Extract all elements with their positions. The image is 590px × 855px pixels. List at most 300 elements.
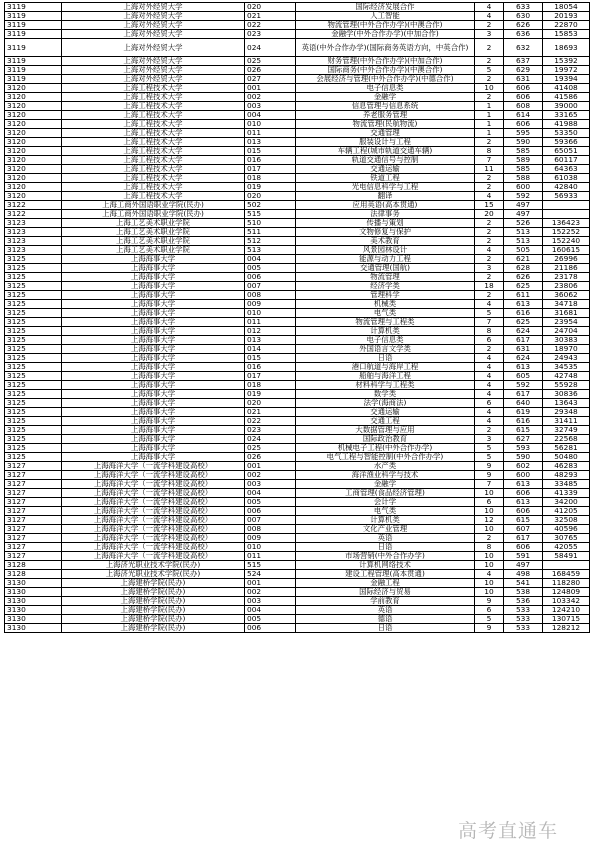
school-code-cell: 3130 bbox=[5, 579, 62, 588]
school-code-cell: 3125 bbox=[5, 444, 62, 453]
major-code-cell: 005 bbox=[245, 615, 296, 624]
school-name-cell: 上海对外经贸大学 bbox=[62, 3, 245, 12]
major-name-cell: 车辆工程(城市轨道交通车辆) bbox=[296, 147, 475, 156]
major-name-cell: 法学(海商法) bbox=[296, 399, 475, 408]
major-name-cell: 大数据管理与应用 bbox=[296, 426, 475, 435]
school-name-cell: 上海工程技术大学 bbox=[62, 93, 245, 102]
min-score-cell: 600 bbox=[504, 471, 543, 480]
school-code-cell: 3125 bbox=[5, 435, 62, 444]
table-row bbox=[5, 552, 590, 561]
table-row bbox=[5, 597, 590, 606]
rank-cell: 50480 bbox=[543, 453, 590, 462]
plan-count-cell: 4 bbox=[475, 570, 504, 579]
rank-cell: 128212 bbox=[543, 624, 590, 633]
school-name-cell: 上海建桥学院(民办) bbox=[62, 597, 245, 606]
plan-count-cell: 4 bbox=[475, 300, 504, 309]
min-score-cell: 619 bbox=[504, 408, 543, 417]
school-name-cell: 上海海事大学 bbox=[62, 309, 245, 318]
school-name-cell: 上海海事大学 bbox=[62, 435, 245, 444]
school-name-cell: 上海海事大学 bbox=[62, 327, 245, 336]
school-name-cell: 上海工程技术大学 bbox=[62, 183, 245, 192]
major-code-cell: 015 bbox=[245, 147, 296, 156]
rank-cell: 41988 bbox=[543, 120, 590, 129]
min-score-cell: 590 bbox=[504, 453, 543, 462]
min-score-cell: 624 bbox=[504, 327, 543, 336]
plan-count-cell: 10 bbox=[475, 588, 504, 597]
plan-count-cell: 6 bbox=[475, 336, 504, 345]
plan-count-cell: 2 bbox=[475, 291, 504, 300]
plan-count-cell: 2 bbox=[475, 183, 504, 192]
major-name-cell: 外国语言文学类 bbox=[296, 345, 475, 354]
min-score-cell: 621 bbox=[504, 255, 543, 264]
table-row bbox=[5, 543, 590, 552]
major-name-cell: 信息管理与信息系统 bbox=[296, 102, 475, 111]
rank-cell: 118280 bbox=[543, 579, 590, 588]
major-name-cell: 物流管理与工程类 bbox=[296, 318, 475, 327]
min-score-cell: 626 bbox=[504, 273, 543, 282]
major-code-cell: 010 bbox=[245, 309, 296, 318]
rank-cell: 61038 bbox=[543, 174, 590, 183]
table-row bbox=[5, 615, 590, 624]
major-name-cell: 机械电子工程(中外合作办学) bbox=[296, 444, 475, 453]
min-score-cell: 592 bbox=[504, 381, 543, 390]
rank-cell: 21186 bbox=[543, 264, 590, 273]
min-score-cell: 513 bbox=[504, 237, 543, 246]
major-code-cell: 004 bbox=[245, 255, 296, 264]
rank-cell: 136423 bbox=[543, 219, 590, 228]
plan-count-cell: 4 bbox=[475, 408, 504, 417]
rank-cell: 18693 bbox=[543, 39, 590, 57]
plan-count-cell: 2 bbox=[475, 228, 504, 237]
school-name-cell: 上海海事大学 bbox=[62, 381, 245, 390]
school-code-cell: 3125 bbox=[5, 345, 62, 354]
major-name-cell: 传播与策划 bbox=[296, 219, 475, 228]
table-row bbox=[5, 102, 590, 111]
school-code-cell: 3125 bbox=[5, 372, 62, 381]
min-score-cell: 497 bbox=[504, 561, 543, 570]
major-name-cell: 水产类 bbox=[296, 462, 475, 471]
school-name-cell: 上海对外经贸大学 bbox=[62, 30, 245, 39]
school-code-cell: 3119 bbox=[5, 3, 62, 12]
min-score-cell: 631 bbox=[504, 75, 543, 84]
min-score-cell: 613 bbox=[504, 498, 543, 507]
plan-count-cell: 10 bbox=[475, 579, 504, 588]
major-code-cell: 023 bbox=[245, 426, 296, 435]
major-code-cell: 003 bbox=[245, 480, 296, 489]
rank-cell: 15853 bbox=[543, 30, 590, 39]
major-code-cell: 016 bbox=[245, 363, 296, 372]
school-code-cell: 3128 bbox=[5, 570, 62, 579]
table-row bbox=[5, 345, 590, 354]
min-score-cell: 606 bbox=[504, 507, 543, 516]
major-name-cell: 英语 bbox=[296, 606, 475, 615]
major-name-cell: 铁道工程 bbox=[296, 174, 475, 183]
rank-cell: 19972 bbox=[543, 66, 590, 75]
school-code-cell: 3125 bbox=[5, 453, 62, 462]
major-code-cell: 006 bbox=[245, 507, 296, 516]
rank-cell: 36062 bbox=[543, 291, 590, 300]
major-name-cell: 金融学(中外合作办学)(中加合作) bbox=[296, 30, 475, 39]
watermark: 高考直通车 bbox=[457, 820, 558, 842]
min-score-cell: 541 bbox=[504, 579, 543, 588]
school-code-cell: 3125 bbox=[5, 264, 62, 273]
rank-cell: 41408 bbox=[543, 84, 590, 93]
table-row bbox=[5, 318, 590, 327]
school-code-cell: 3125 bbox=[5, 318, 62, 327]
school-code-cell: 3125 bbox=[5, 390, 62, 399]
school-name-cell: 上海对外经贸大学 bbox=[62, 57, 245, 66]
table-row bbox=[5, 84, 590, 93]
rank-cell: 168459 bbox=[543, 570, 590, 579]
major-code-cell: 019 bbox=[245, 390, 296, 399]
major-code-cell: 005 bbox=[245, 498, 296, 507]
major-name-cell: 计算机类 bbox=[296, 516, 475, 525]
table-row bbox=[5, 480, 590, 489]
rank-cell: 152240 bbox=[543, 237, 590, 246]
table-row bbox=[5, 570, 590, 579]
table-row bbox=[5, 228, 590, 237]
school-name-cell: 上海工艺美术职业学院 bbox=[62, 246, 245, 255]
school-name-cell: 上海建桥学院(民办) bbox=[62, 579, 245, 588]
major-code-cell: 004 bbox=[245, 606, 296, 615]
table-row bbox=[5, 21, 590, 30]
plan-count-cell: 5 bbox=[475, 453, 504, 462]
major-name-cell: 人工智能 bbox=[296, 12, 475, 21]
major-code-cell: 011 bbox=[245, 552, 296, 561]
min-score-cell: 613 bbox=[504, 480, 543, 489]
major-code-cell: 005 bbox=[245, 264, 296, 273]
min-score-cell: 605 bbox=[504, 372, 543, 381]
min-score-cell: 615 bbox=[504, 426, 543, 435]
school-name-cell: 上海海洋大学（一流学科建设高校） bbox=[62, 462, 245, 471]
min-score-cell: 588 bbox=[504, 174, 543, 183]
rank-cell: 130715 bbox=[543, 615, 590, 624]
plan-count-cell: 9 bbox=[475, 471, 504, 480]
table-row bbox=[5, 147, 590, 156]
school-name-cell: 上海工程技术大学 bbox=[62, 120, 245, 129]
plan-count-cell: 10 bbox=[475, 489, 504, 498]
major-name-cell: 能源与动力工程 bbox=[296, 255, 475, 264]
major-name-cell: 市场营销(中外合作办学) bbox=[296, 552, 475, 561]
table-row bbox=[5, 381, 590, 390]
major-name-cell: 计算机网络技术 bbox=[296, 561, 475, 570]
plan-count-cell: 4 bbox=[475, 390, 504, 399]
school-code-cell: 3123 bbox=[5, 228, 62, 237]
rank-cell: 32508 bbox=[543, 516, 590, 525]
rank-cell: 30383 bbox=[543, 336, 590, 345]
rank-cell: 42055 bbox=[543, 543, 590, 552]
school-name-cell: 上海海事大学 bbox=[62, 444, 245, 453]
school-name-cell: 上海工程技术大学 bbox=[62, 84, 245, 93]
school-code-cell: 3127 bbox=[5, 462, 62, 471]
rank-cell: 48293 bbox=[543, 471, 590, 480]
school-code-cell: 3119 bbox=[5, 66, 62, 75]
table-row bbox=[5, 57, 590, 66]
min-score-cell: 595 bbox=[504, 129, 543, 138]
table-row bbox=[5, 489, 590, 498]
min-score-cell: 629 bbox=[504, 66, 543, 75]
major-name-cell: 法律事务 bbox=[296, 210, 475, 219]
school-code-cell: 3125 bbox=[5, 408, 62, 417]
major-name-cell: 日语 bbox=[296, 354, 475, 363]
major-code-cell: 007 bbox=[245, 282, 296, 291]
plan-count-cell: 5 bbox=[475, 444, 504, 453]
table-row bbox=[5, 372, 590, 381]
table-row bbox=[5, 426, 590, 435]
min-score-cell: 617 bbox=[504, 336, 543, 345]
plan-count-cell: 4 bbox=[475, 3, 504, 12]
major-code-cell: 002 bbox=[245, 471, 296, 480]
min-score-cell: 533 bbox=[504, 615, 543, 624]
plan-count-cell: 2 bbox=[475, 57, 504, 66]
plan-count-cell: 2 bbox=[475, 138, 504, 147]
school-name-cell: 上海海洋大学（一流学科建设高校） bbox=[62, 525, 245, 534]
major-name-cell: 物流管理 bbox=[296, 273, 475, 282]
plan-count-cell: 2 bbox=[475, 237, 504, 246]
major-name-cell: 海洋渔业科学与技术 bbox=[296, 471, 475, 480]
major-code-cell: 003 bbox=[245, 597, 296, 606]
admission-score-table bbox=[4, 2, 590, 633]
major-code-cell: 008 bbox=[245, 525, 296, 534]
major-code-cell: 009 bbox=[245, 534, 296, 543]
plan-count-cell: 8 bbox=[475, 543, 504, 552]
major-code-cell: 023 bbox=[245, 30, 296, 39]
table-row bbox=[5, 264, 590, 273]
rank-cell: 23954 bbox=[543, 318, 590, 327]
rank-cell: 24704 bbox=[543, 327, 590, 336]
min-score-cell: 627 bbox=[504, 435, 543, 444]
rank-cell: 39000 bbox=[543, 102, 590, 111]
school-code-cell: 3122 bbox=[5, 210, 62, 219]
school-name-cell: 上海建桥学院(民办) bbox=[62, 588, 245, 597]
table-row bbox=[5, 39, 590, 57]
table-row bbox=[5, 183, 590, 192]
rank-cell: 124809 bbox=[543, 588, 590, 597]
plan-count-cell: 2 bbox=[475, 21, 504, 30]
min-score-cell: 611 bbox=[504, 291, 543, 300]
school-name-cell: 上海工艺美术职业学院 bbox=[62, 228, 245, 237]
rank-cell: 53350 bbox=[543, 129, 590, 138]
school-code-cell: 3128 bbox=[5, 561, 62, 570]
min-score-cell: 613 bbox=[504, 300, 543, 309]
school-code-cell: 3127 bbox=[5, 525, 62, 534]
school-code-cell: 3130 bbox=[5, 624, 62, 633]
rank-cell: 13643 bbox=[543, 399, 590, 408]
min-score-cell: 615 bbox=[504, 516, 543, 525]
major-name-cell: 港口航道与海岸工程 bbox=[296, 363, 475, 372]
min-score-cell: 633 bbox=[504, 3, 543, 12]
school-code-cell: 3120 bbox=[5, 183, 62, 192]
major-code-cell: 006 bbox=[245, 273, 296, 282]
rank-cell: 31681 bbox=[543, 309, 590, 318]
table-row bbox=[5, 156, 590, 165]
min-score-cell: 602 bbox=[504, 462, 543, 471]
school-name-cell: 上海工艺美术职业学院 bbox=[62, 219, 245, 228]
school-code-cell: 3125 bbox=[5, 417, 62, 426]
school-code-cell: 3120 bbox=[5, 120, 62, 129]
table-row bbox=[5, 444, 590, 453]
school-name-cell: 上海海洋大学（一流学科建设高校） bbox=[62, 498, 245, 507]
school-code-cell: 3130 bbox=[5, 588, 62, 597]
table-row bbox=[5, 129, 590, 138]
major-code-cell: 001 bbox=[245, 84, 296, 93]
school-code-cell: 3123 bbox=[5, 246, 62, 255]
table-row bbox=[5, 399, 590, 408]
major-name-cell: 文物修复与保护 bbox=[296, 228, 475, 237]
min-score-cell: 591 bbox=[504, 552, 543, 561]
rank-cell: 30765 bbox=[543, 534, 590, 543]
table-row bbox=[5, 516, 590, 525]
table-row bbox=[5, 282, 590, 291]
plan-count-cell: 10 bbox=[475, 507, 504, 516]
plan-count-cell: 10 bbox=[475, 525, 504, 534]
major-name-cell: 经济学类 bbox=[296, 282, 475, 291]
major-name-cell: 船舶与海洋工程 bbox=[296, 372, 475, 381]
table-row bbox=[5, 174, 590, 183]
school-name-cell: 上海济光职业技术学院(民办) bbox=[62, 570, 245, 579]
table-row bbox=[5, 75, 590, 84]
rank-cell: 18970 bbox=[543, 345, 590, 354]
school-name-cell: 上海海洋大学（一流学科建设高校） bbox=[62, 534, 245, 543]
school-code-cell: 3127 bbox=[5, 552, 62, 561]
min-score-cell: 625 bbox=[504, 282, 543, 291]
major-code-cell: 026 bbox=[245, 453, 296, 462]
table-row bbox=[5, 471, 590, 480]
rank-cell: 15392 bbox=[543, 57, 590, 66]
school-name-cell: 上海海事大学 bbox=[62, 390, 245, 399]
school-name-cell: 上海海事大学 bbox=[62, 372, 245, 381]
school-code-cell: 3127 bbox=[5, 471, 62, 480]
major-name-cell: 电气类 bbox=[296, 309, 475, 318]
min-score-cell: 606 bbox=[504, 84, 543, 93]
major-code-cell: 511 bbox=[245, 228, 296, 237]
table-row bbox=[5, 3, 590, 12]
rank-cell: 19394 bbox=[543, 75, 590, 84]
major-code-cell: 017 bbox=[245, 372, 296, 381]
school-code-cell: 3125 bbox=[5, 282, 62, 291]
min-score-cell: 614 bbox=[504, 111, 543, 120]
plan-count-cell: 2 bbox=[475, 39, 504, 57]
table-row bbox=[5, 138, 590, 147]
table-row bbox=[5, 435, 590, 444]
plan-count-cell: 2 bbox=[475, 174, 504, 183]
school-name-cell: 上海对外经贸大学 bbox=[62, 66, 245, 75]
table-row bbox=[5, 246, 590, 255]
table-row bbox=[5, 309, 590, 318]
major-name-cell: 工商管理(食品经济管理) bbox=[296, 489, 475, 498]
plan-count-cell: 18 bbox=[475, 282, 504, 291]
table-row bbox=[5, 192, 590, 201]
school-code-cell: 3120 bbox=[5, 165, 62, 174]
school-name-cell: 上海海事大学 bbox=[62, 255, 245, 264]
school-name-cell: 上海海洋大学（一流学科建设高校） bbox=[62, 471, 245, 480]
plan-count-cell: 3 bbox=[475, 435, 504, 444]
plan-count-cell: 4 bbox=[475, 192, 504, 201]
school-name-cell: 上海海洋大学（一流学科建设高校） bbox=[62, 489, 245, 498]
min-score-cell: 617 bbox=[504, 390, 543, 399]
school-code-cell: 3125 bbox=[5, 354, 62, 363]
min-score-cell: 616 bbox=[504, 417, 543, 426]
major-name-cell: 电气工程与智能控制(中外合作办学) bbox=[296, 453, 475, 462]
school-code-cell: 3123 bbox=[5, 237, 62, 246]
rank-cell: 24943 bbox=[543, 354, 590, 363]
rank-cell: 22568 bbox=[543, 435, 590, 444]
plan-count-cell: 15 bbox=[475, 201, 504, 210]
school-name-cell: 上海工程技术大学 bbox=[62, 138, 245, 147]
plan-count-cell: 4 bbox=[475, 372, 504, 381]
min-score-cell: 526 bbox=[504, 219, 543, 228]
major-code-cell: 002 bbox=[245, 93, 296, 102]
min-score-cell: 606 bbox=[504, 120, 543, 129]
school-name-cell: 上海海事大学 bbox=[62, 453, 245, 462]
school-name-cell: 上海工艺美术职业学院 bbox=[62, 237, 245, 246]
school-code-cell: 3125 bbox=[5, 426, 62, 435]
min-score-cell: 632 bbox=[504, 39, 543, 57]
plan-count-cell: 1 bbox=[475, 111, 504, 120]
school-code-cell: 3119 bbox=[5, 12, 62, 21]
major-name-cell: 建设工程管理(高本贯通) bbox=[296, 570, 475, 579]
min-score-cell: 624 bbox=[504, 354, 543, 363]
major-name-cell: 金融工程 bbox=[296, 579, 475, 588]
school-name-cell: 上海海事大学 bbox=[62, 291, 245, 300]
table-row bbox=[5, 462, 590, 471]
major-code-cell: 026 bbox=[245, 66, 296, 75]
major-code-cell: 027 bbox=[245, 75, 296, 84]
plan-count-cell: 4 bbox=[475, 417, 504, 426]
major-code-cell: 011 bbox=[245, 129, 296, 138]
min-score-cell: 628 bbox=[504, 264, 543, 273]
school-name-cell: 上海海洋大学（一流学科建设高校） bbox=[62, 480, 245, 489]
major-code-cell: 024 bbox=[245, 435, 296, 444]
school-name-cell: 上海海洋大学（一流学科建设高校） bbox=[62, 552, 245, 561]
plan-count-cell: 4 bbox=[475, 12, 504, 21]
major-code-cell: 008 bbox=[245, 291, 296, 300]
major-code-cell: 018 bbox=[245, 381, 296, 390]
school-code-cell: 3122 bbox=[5, 201, 62, 210]
rank-cell: 34200 bbox=[543, 498, 590, 507]
major-code-cell: 013 bbox=[245, 138, 296, 147]
school-code-cell: 3120 bbox=[5, 147, 62, 156]
major-code-cell: 001 bbox=[245, 462, 296, 471]
min-score-cell: 626 bbox=[504, 21, 543, 30]
school-code-cell: 3125 bbox=[5, 381, 62, 390]
school-code-cell: 3119 bbox=[5, 57, 62, 66]
rank-cell: 64363 bbox=[543, 165, 590, 174]
table-row bbox=[5, 165, 590, 174]
major-code-cell: 025 bbox=[245, 444, 296, 453]
school-name-cell: 上海工程技术大学 bbox=[62, 192, 245, 201]
plan-count-cell: 2 bbox=[475, 75, 504, 84]
table-row bbox=[5, 327, 590, 336]
major-code-cell: 510 bbox=[245, 219, 296, 228]
plan-count-cell: 2 bbox=[475, 93, 504, 102]
major-code-cell: 013 bbox=[245, 336, 296, 345]
plan-count-cell: 6 bbox=[475, 606, 504, 615]
major-name-cell: 会计学 bbox=[296, 498, 475, 507]
school-name-cell: 上海海事大学 bbox=[62, 426, 245, 435]
major-name-cell: 计算机类 bbox=[296, 327, 475, 336]
major-name-cell: 国际经济与贸易 bbox=[296, 588, 475, 597]
rank-cell: 40596 bbox=[543, 525, 590, 534]
table-row bbox=[5, 453, 590, 462]
min-score-cell: 536 bbox=[504, 597, 543, 606]
table-row bbox=[5, 525, 590, 534]
table-row bbox=[5, 12, 590, 21]
school-name-cell: 上海对外经贸大学 bbox=[62, 39, 245, 57]
school-name-cell: 上海建桥学院(民办) bbox=[62, 624, 245, 633]
major-code-cell: 018 bbox=[245, 174, 296, 183]
major-code-cell: 502 bbox=[245, 201, 296, 210]
